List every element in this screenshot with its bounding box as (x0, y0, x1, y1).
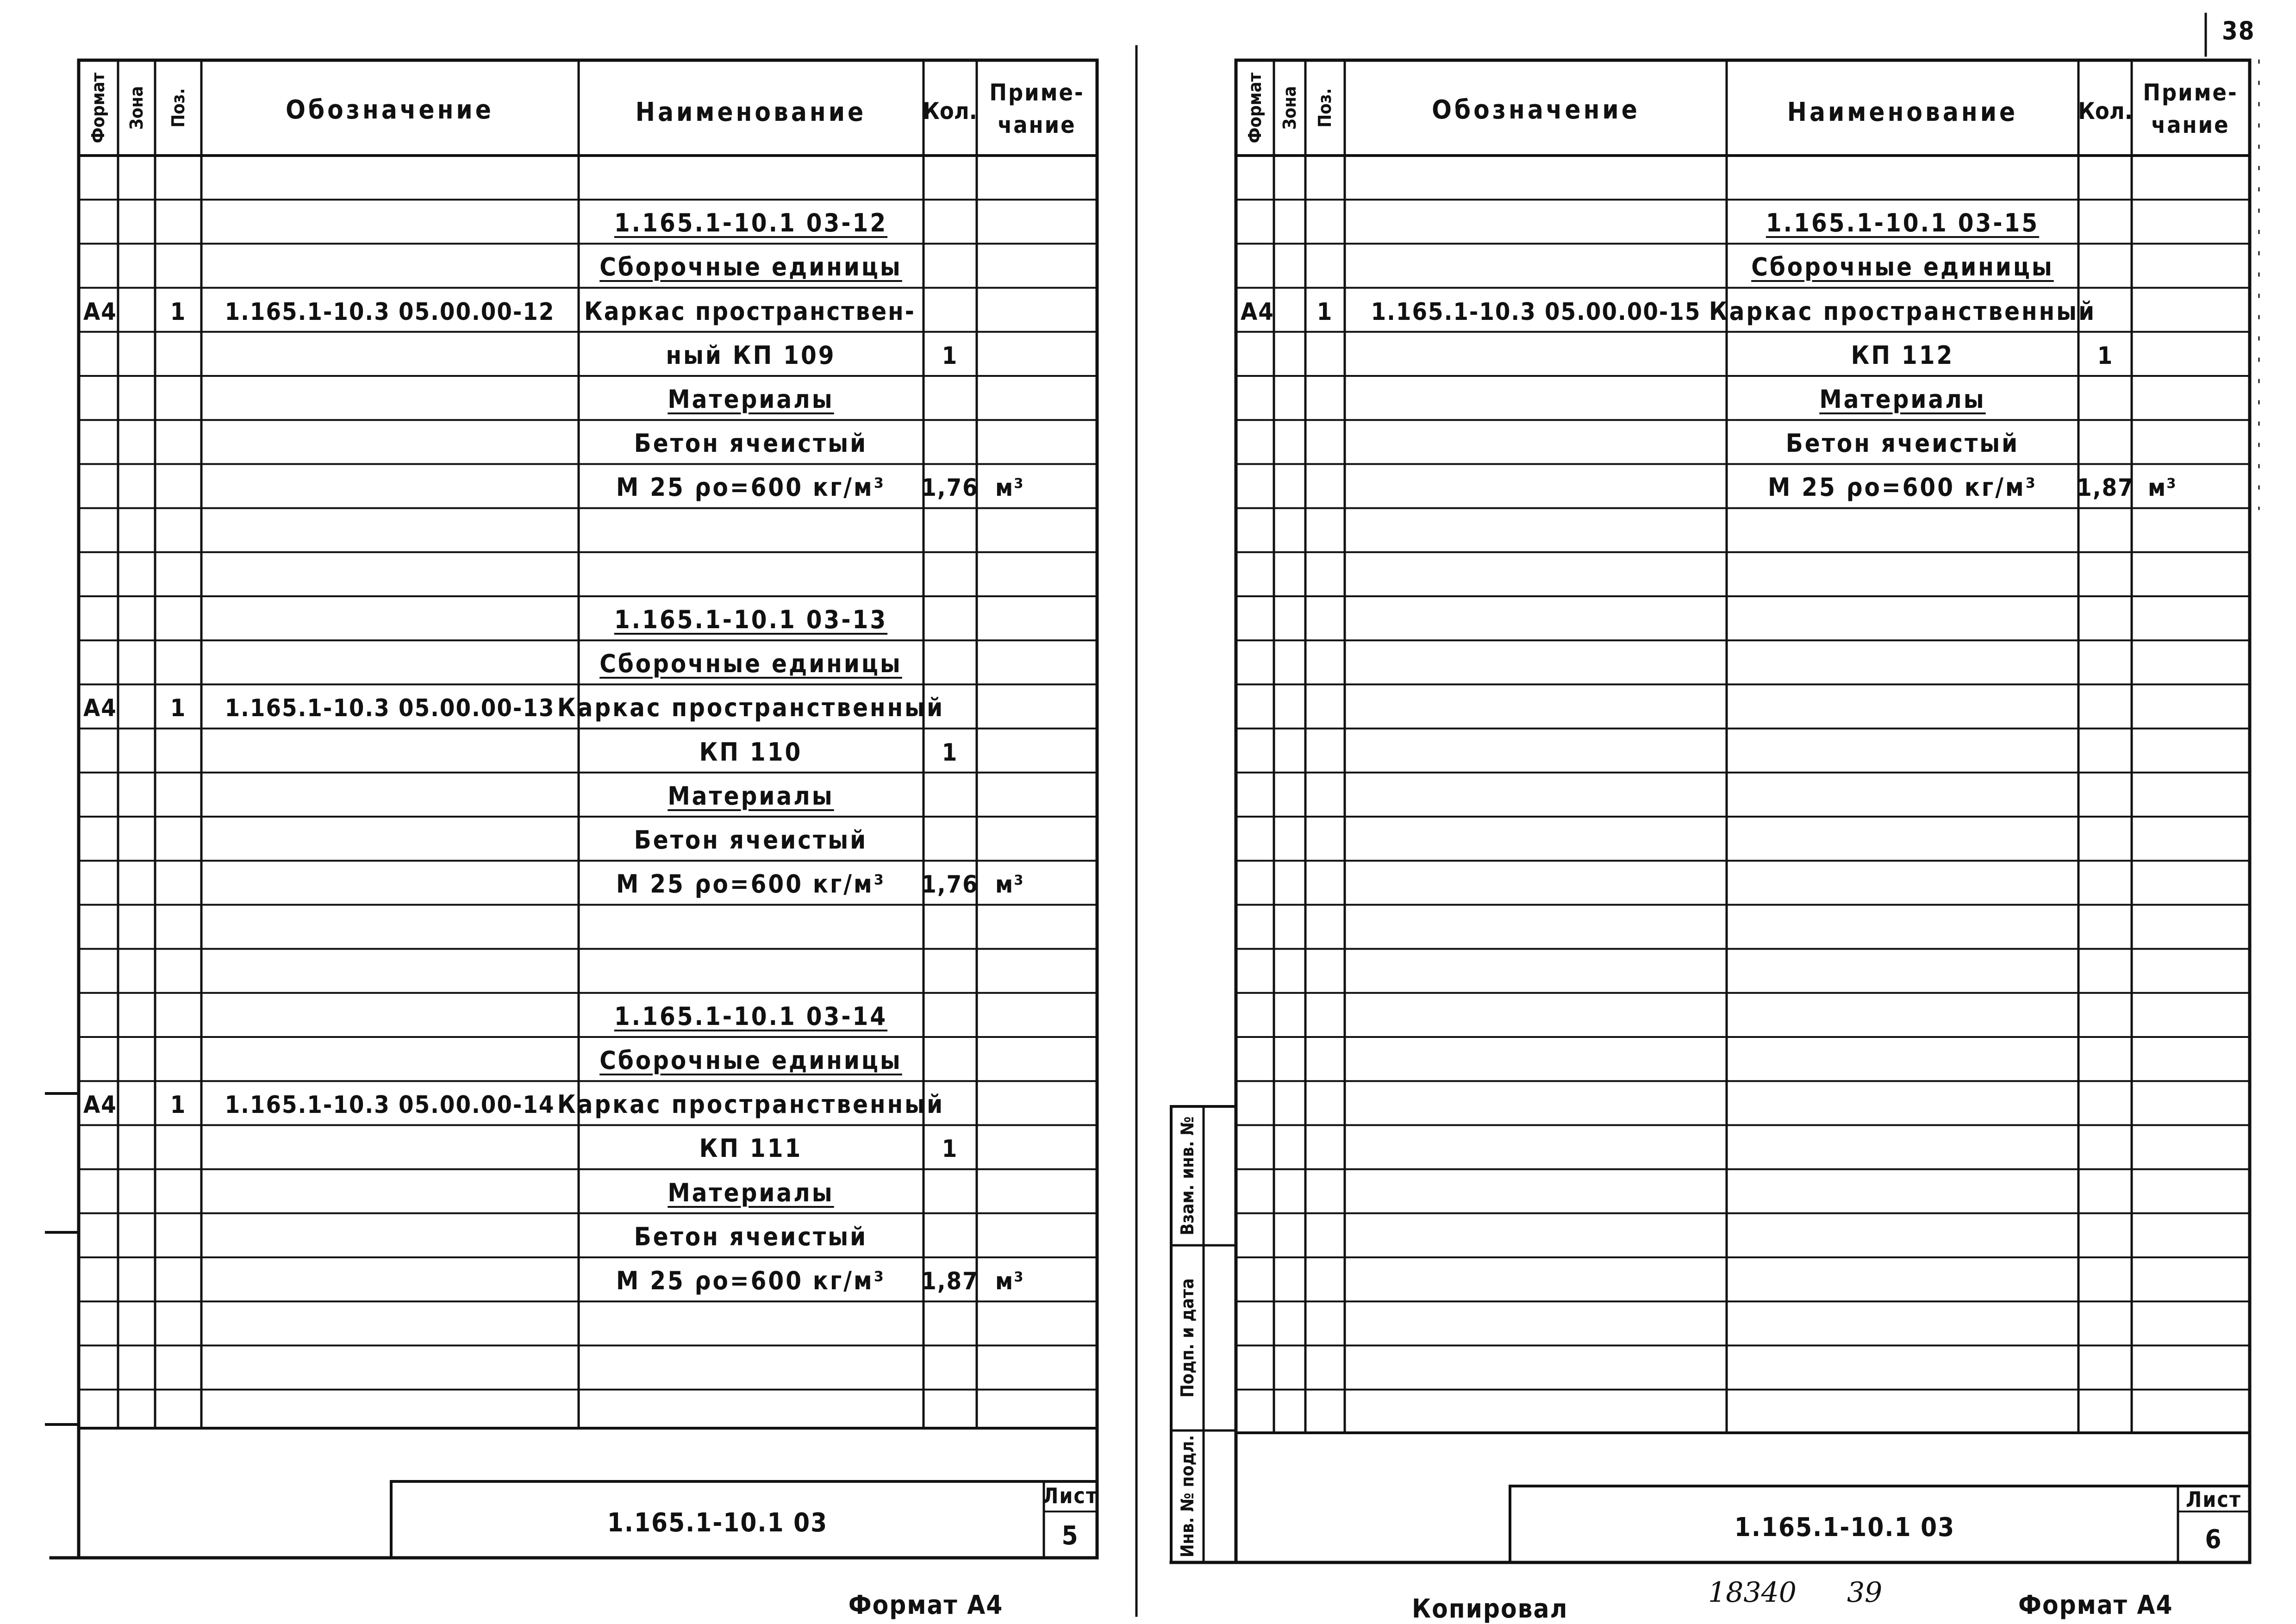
cell-name: Каркас пространствен- (584, 296, 916, 326)
right-stamp-sheet-label: Лист (2186, 1487, 2241, 1512)
header-qty: Кол. (2078, 98, 2133, 125)
left-stamp-doc: 1.165.1-10.1 03 (607, 1508, 828, 1538)
cell-name: Бетон ячеистый (634, 429, 868, 458)
cell-format: А4 (83, 1091, 117, 1119)
cell-qty: 1 (942, 1135, 958, 1163)
cell-designation: 1.165.1-10.3 05.00.00-13 (225, 694, 555, 723)
cell-name: Каркас пространственный (557, 693, 945, 723)
header-name: Наименование (1787, 97, 2018, 127)
cell-pos: 1 (170, 1091, 187, 1119)
right-stamp-doc: 1.165.1-10.1 03 (1734, 1512, 1955, 1543)
cell-name: ный КП 109 (666, 340, 836, 370)
cell-qty: 1,76 (921, 871, 979, 899)
header-zone: Зона (126, 86, 147, 130)
cell-name-heading: Сборочные единицы (599, 1046, 902, 1075)
header-note-1: Приме- (989, 79, 1085, 106)
cell-name: КП 111 (699, 1134, 803, 1163)
cell-note: м³ (995, 474, 1024, 502)
cell-note: м³ (995, 871, 1024, 899)
footer-number-2: 39 (1847, 1576, 1883, 1609)
header-qty: Кол. (923, 98, 977, 125)
cell-note: м³ (995, 1268, 1024, 1295)
cell-name-heading: Материалы (668, 781, 834, 811)
cell-name-heading: Материалы (668, 1178, 834, 1207)
header-zone: Зона (1279, 86, 1300, 130)
cell-name: Каркас пространственный (1709, 296, 2096, 326)
cell-format: А4 (83, 694, 117, 723)
side-label-sign-date: Подп. и дата (1177, 1278, 1198, 1398)
cell-name-heading: 1.165.1-10.1 03-13 (614, 605, 888, 634)
cell-name: Бетон ячеистый (634, 1222, 868, 1251)
left-stamp-sheet-label: Лист (1042, 1483, 1098, 1508)
footer-copied: Копировал (1412, 1594, 1568, 1624)
cell-qty: 1 (942, 342, 958, 370)
left-stamp-sheet-no: 5 (1061, 1521, 1079, 1551)
cell-note: м³ (2148, 474, 2177, 502)
page-corner-number: 38 (2222, 16, 2255, 45)
header-format: Формат (88, 72, 108, 144)
cell-name-heading: Сборочные единицы (599, 649, 902, 679)
cell-name: Бетон ячеистый (634, 825, 868, 855)
header-pos: Поз. (1315, 88, 1335, 128)
cell-name-heading: 1.165.1-10.1 03-12 (614, 208, 888, 238)
header-format: Формат (1245, 72, 1265, 144)
left-footer-format: Формат А4 (848, 1590, 1004, 1620)
footer-number: 18340 (1708, 1576, 1797, 1609)
header-note-1: Приме- (2143, 79, 2238, 106)
side-label-inv-no: Инв. № подл. (1177, 1435, 1198, 1558)
cell-pos: 1 (170, 298, 187, 326)
cell-format: А4 (83, 298, 117, 326)
cell-name: М 25 ρо=600 кг/м³ (616, 473, 886, 502)
cell-pos: 1 (1316, 298, 1333, 326)
cell-name: М 25 ρо=600 кг/м³ (616, 1266, 886, 1295)
cell-name-heading: 1.165.1-10.1 03-15 (1766, 208, 2040, 238)
side-label-replace-inv: Взам. инв. № (1177, 1116, 1198, 1236)
header-designation: Обозначение (1432, 95, 1640, 125)
cell-pos: 1 (170, 694, 187, 723)
cell-designation: 1.165.1-10.3 05.00.00-14 (225, 1091, 555, 1119)
footer-format: Формат А4 (2018, 1590, 2173, 1620)
cell-name: М 25 ρо=600 кг/м³ (1767, 473, 2038, 502)
cell-name: КП 110 (699, 737, 803, 767)
cell-name-heading: Материалы (1819, 385, 1986, 414)
cell-name-heading: Материалы (668, 385, 834, 414)
right-stamp-sheet-no: 6 (2205, 1524, 2222, 1555)
cell-designation: 1.165.1-10.3 05.00.00-15 (1371, 298, 1701, 326)
cell-name: КП 112 (1851, 340, 1954, 370)
cell-name: Бетон ячеистый (1785, 429, 2020, 458)
cell-qty: 1 (942, 738, 958, 767)
cell-name-heading: 1.165.1-10.1 03-14 (614, 1001, 888, 1031)
cell-qty: 1,87 (2077, 474, 2134, 502)
header-pos: Поз. (168, 88, 188, 128)
header-note-2: чание (998, 112, 1076, 138)
cell-name-heading: Сборочные единицы (599, 252, 902, 282)
header-designation: Обозначение (286, 95, 494, 125)
header-name: Наименование (635, 97, 867, 127)
cell-name-heading: Сборочные единицы (1751, 252, 2054, 282)
cell-name: Каркас пространственный (557, 1090, 945, 1119)
cell-format: А4 (1241, 298, 1274, 326)
cell-qty: 1 (2097, 342, 2114, 370)
cell-qty: 1,87 (921, 1268, 979, 1295)
cell-name: М 25 ρо=600 кг/м³ (616, 869, 886, 899)
cell-designation: 1.165.1-10.3 05.00.00-12 (225, 298, 555, 326)
header-note-2: чание (2151, 112, 2230, 138)
cell-qty: 1,76 (921, 474, 979, 502)
